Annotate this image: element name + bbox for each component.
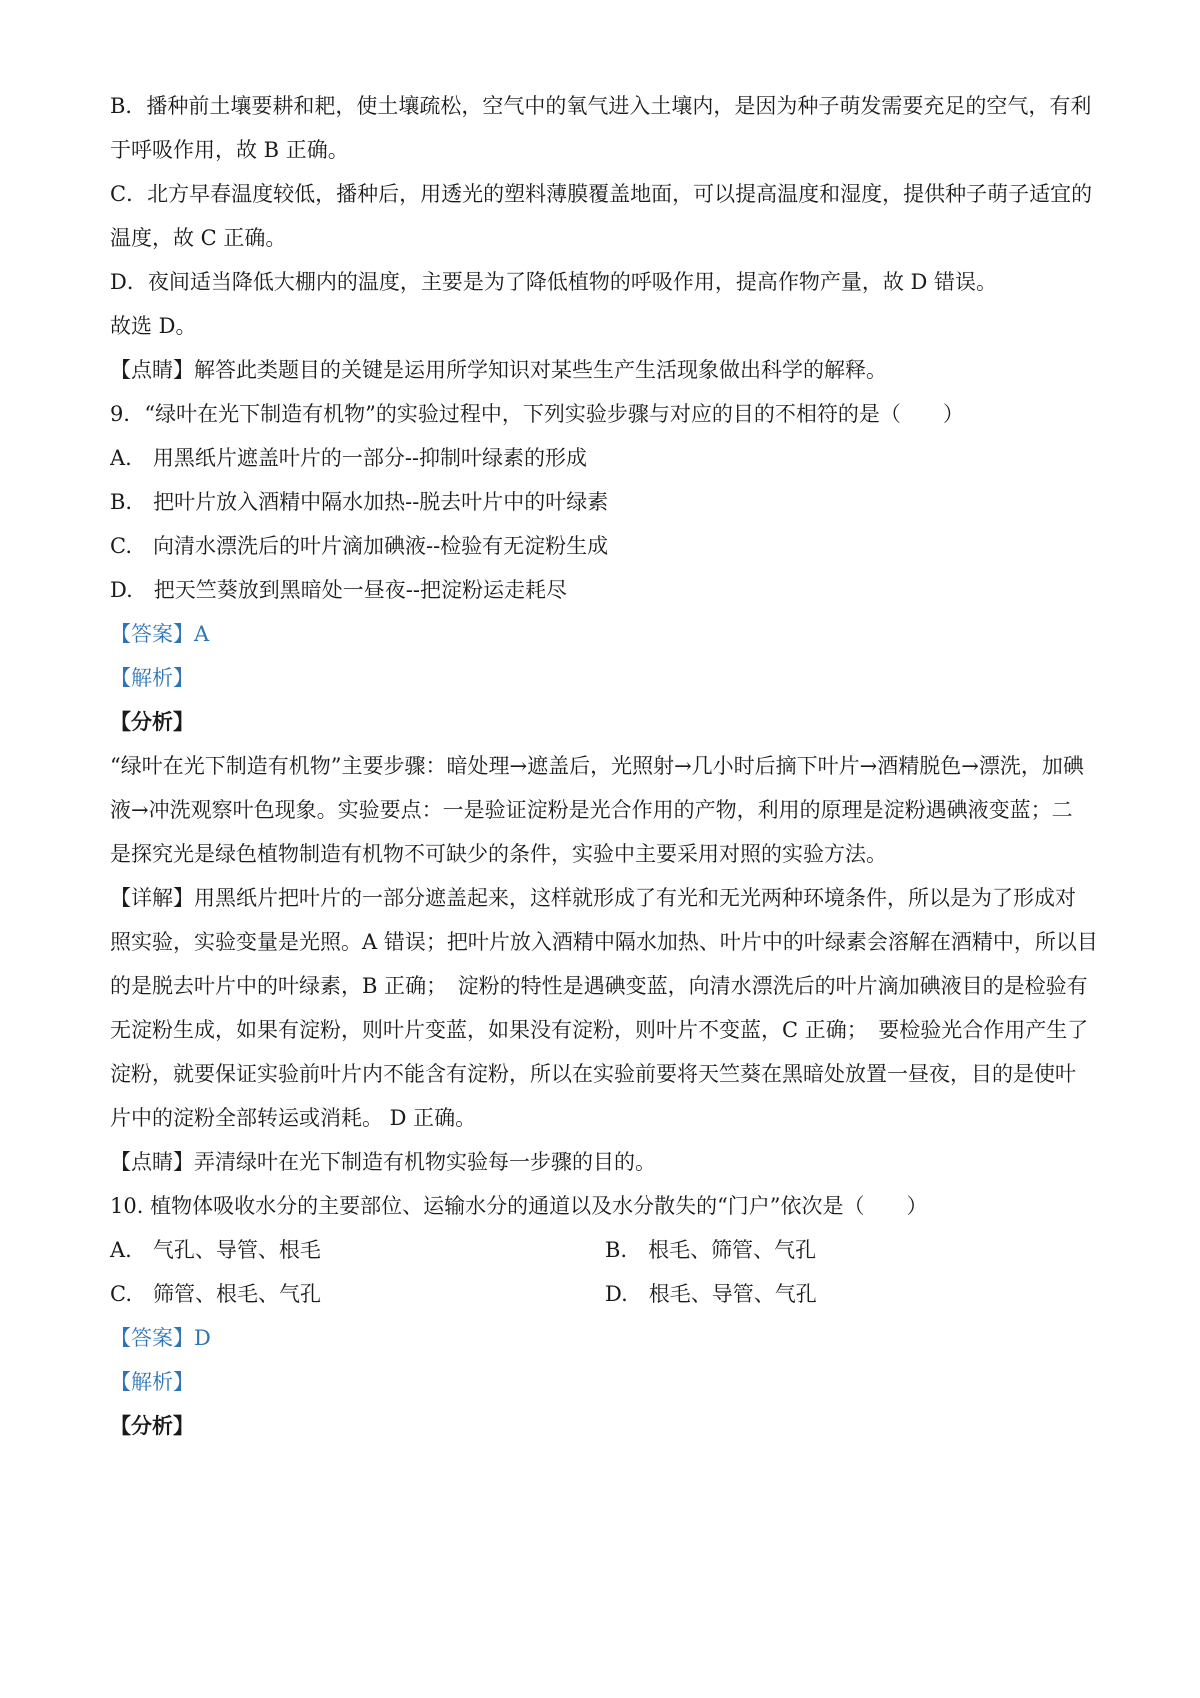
question-10-option-c: C. 筛管、根毛、气孔: [110, 1282, 321, 1306]
question-9-option-a: A. 用黑纸片遮盖叶片的一部分--抑制叶绿素的形成: [110, 446, 588, 470]
text-line: “绿叶在光下制造有机物”主要步骤：暗处理→遮盖后，光照射→几小时后摘下叶片→酒精脱色→漂洗，加碘: [110, 754, 1084, 778]
question-9-option-b: B. 把叶片放入酒精中隔水加热--脱去叶片中的叶绿素: [110, 490, 609, 514]
detail-line: 【详解】用黑纸片把叶片的一部分遮盖起来，这样就形成了有光和无光两种环境条件，所以是为了形成对: [110, 886, 1076, 910]
text-line: 于呼吸作用，故 B 正确。: [110, 138, 349, 162]
answer-label: 【答案】D: [110, 1326, 211, 1350]
text-line: 是探究光是绿色植物制造有机物不可缺少的条件，实验中主要采用对照的实验方法。: [110, 842, 887, 866]
question-10-option-b: B. 根毛、筛管、气孔: [605, 1238, 817, 1262]
fenxi-heading: 【分析】: [110, 709, 194, 734]
text-line: 的是脱去叶片中的叶绿素，B 正确； 淀粉的特性是遇碘变蓝，向清水漂洗后的叶片滴加碘液目的是检验有: [110, 974, 1088, 998]
tip-line: 【点睛】弄清绿叶在光下制造有机物实验每一步骤的目的。: [110, 1150, 656, 1174]
text-line: 液→冲洗观察叶色现象。实验要点：一是验证淀粉是光合作用的产物，利用的原理是淀粉遇碘液变蓝；二: [110, 798, 1073, 822]
question-10-option-d: D. 根毛、导管、气孔: [605, 1282, 817, 1306]
text-line: 故选 D。: [110, 314, 197, 338]
answer-label: 【答案】A: [110, 622, 210, 646]
fenxi-heading: 【分析】: [110, 1413, 194, 1438]
text-line: 温度，故 C 正确。: [110, 226, 287, 250]
question-9-stem: 9．“绿叶在光下制造有机物”的实验过程中，下列实验步骤与对应的目的不相符的是（ ）: [110, 402, 964, 426]
question-9-option-c: C. 向清水漂洗后的叶片滴加碘液--检验有无淀粉生成: [110, 534, 609, 558]
text-line: C．北方早春温度较低，播种后，用透光的塑料薄膜覆盖地面，可以提高温度和湿度，提供种子萌子适宜的: [110, 182, 1093, 206]
tip-line: 【点睛】解答此类题目的关键是运用所学知识对某些生产生活现象做出科学的解释。: [110, 358, 887, 382]
text-line: D．夜间适当降低大棚内的温度，主要是为了降低植物的呼吸作用，提高作物产量，故 D 错误。: [110, 270, 998, 294]
analysis-label: 【解析】: [110, 1370, 194, 1394]
text-line: 无淀粉生成，如果有淀粉，则叶片变蓝，如果没有淀粉，则叶片不变蓝，C 正确； 要检验光合作用产生了: [110, 1018, 1089, 1042]
text-line: 照实验，实验变量是光照。A 错误；把叶片放入酒精中隔水加热、叶片中的叶绿素会溶解在酒精中，所以目: [110, 930, 1098, 954]
question-10-stem: 10. 植物体吸收水分的主要部位、运输水分的通道以及水分散失的“门户”依次是（ ）: [110, 1194, 928, 1218]
text-line: 淀粉，就要保证实验前叶片内不能含有淀粉，所以在实验前要将天竺葵在黑暗处放置一昼夜，目的是使叶: [110, 1062, 1076, 1086]
question-9-option-d: D. 把天竺葵放到黑暗处一昼夜--把淀粉运走耗尽: [110, 578, 567, 602]
question-10-option-a: A. 气孔、导管、根毛: [110, 1238, 321, 1262]
analysis-label: 【解析】: [110, 666, 194, 690]
text-line: B．播种前土壤要耕和耙，使土壤疏松，空气中的氧气进入土壤内，是因为种子萌发需要充足的空气，有利: [110, 94, 1092, 118]
text-line: 片中的淀粉全部转运或消耗。 D 正确。: [110, 1106, 477, 1130]
